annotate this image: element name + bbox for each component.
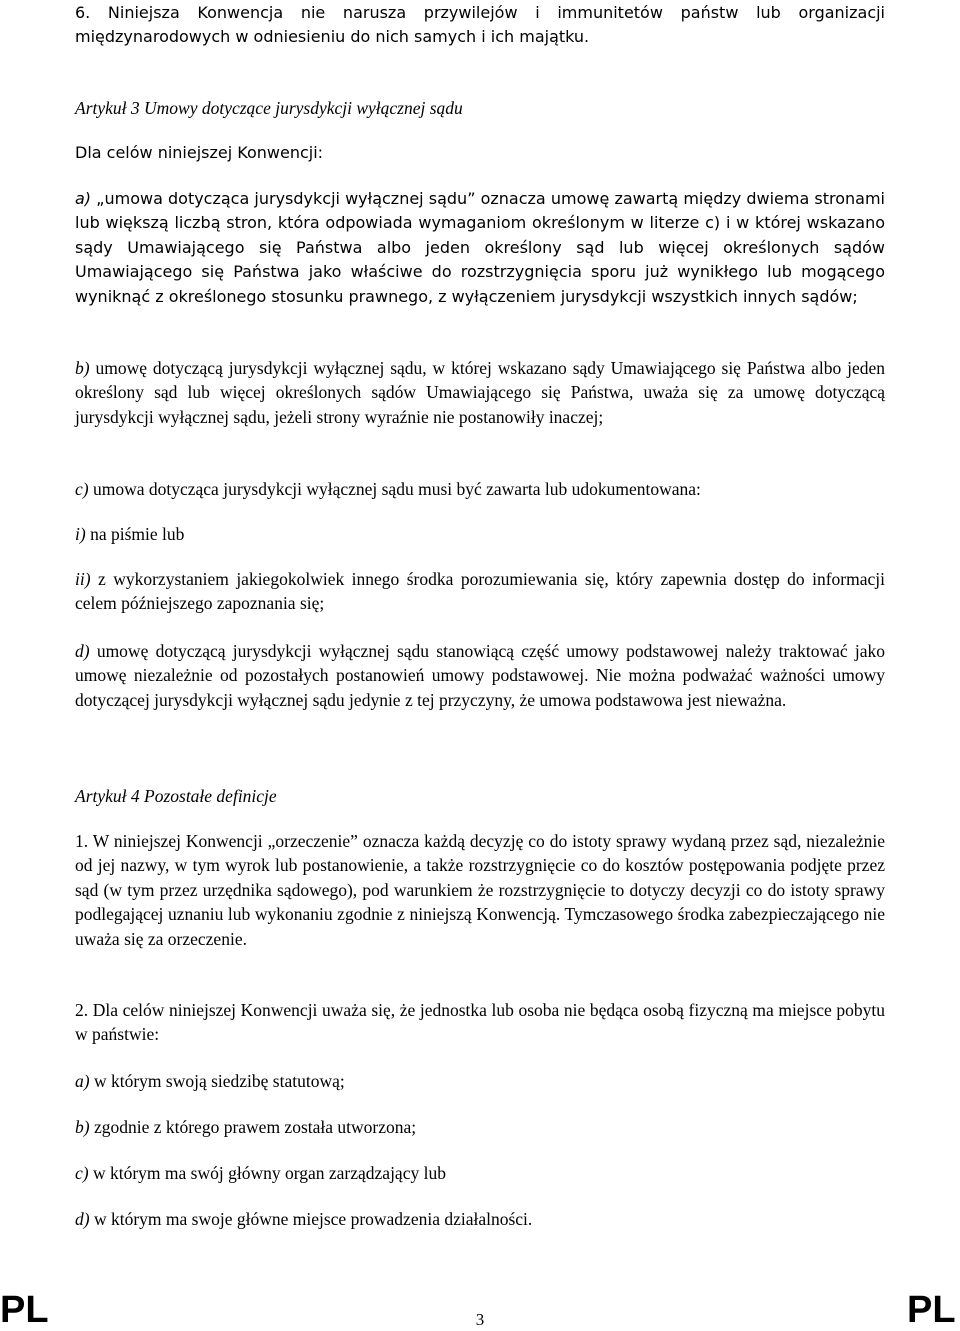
definition-a — [75, 187, 885, 309]
residence-item-d — [75, 1207, 885, 1231]
item-text-c: umowa dotycząca jurysdykcji wyłącznej sądu musi być zawarta lub udokumentowana: — [88, 479, 701, 499]
item-text-d: umowę dotyczącą jurysdykcji wyłącznej sądu stanowiącą część umowy podstawowej należy traktować jako umowę niezależnie od pozostałych postanowień umowy podstawowej. Nie można podważać ważności umowy dotyczącej jurysdykcji wyłącznej sądu jedynie z tej przyczyny, że umowa podstawowa jest nieważna. — [75, 641, 885, 710]
item-text-b2: zgodnie z którego prawem została utworzona; — [89, 1117, 417, 1137]
item-text-c2: w którym ma swój główny organ zarządzający lub — [88, 1163, 446, 1183]
item-text-a2: w którym swoją siedzibę statutową; — [89, 1071, 345, 1091]
item-label-i: i) — [75, 524, 86, 544]
residence-item-b — [75, 1115, 885, 1139]
definition-d — [75, 639, 885, 712]
residence-item-c — [75, 1161, 885, 1185]
paragraph-1: 1. W niniejszej Konwencji „orzeczenie” oznacza każdą decyzję co do istoty sprawy wydaną przez sąd, niezależnie od jej nazwy, w tym wyrok lub postanowienie, a także rozstrzygnięcie co do kosztów postępowania podjęte przez sąd (w tym przez urzędnika sądowego), pod warunkiem że rozstrzygnięcie to dotyczy decyzji co do istoty sprawy podlegającej uznaniu lub wykonaniu zgodnie z niniejszą Konwencją. Tymczasowego środka zabezpieczającego nie uważa się za orzeczenie. — [75, 831, 885, 949]
definition-c-i — [75, 522, 885, 546]
article-3-heading: Artykuł 3 Umowy dotyczące jurysdykcji wyłącznej sądu — [75, 98, 463, 118]
page-number: 3 — [475, 1310, 485, 1329]
footer-language-mark-right: PL — [907, 1289, 956, 1331]
definition-c — [75, 477, 885, 501]
item-label-d2: d) — [75, 1209, 90, 1229]
item-text-a: „umowa dotycząca jurysdykcji wyłącznej sądu” oznacza umowę zawartą między dwiema stronami lub większą liczbą stron, która odpowiada wymaganiom określonym w literze c) i w której wskazano sądy Umawiającego się Państwa albo jeden określony sąd lub więcej określonych sądów Umawiającego się Państwa jako właściwe do rozstrzygnięcia sporu już wynikłego lub mogącego wyniknąć z określonego stosunku prawnego, z wyłączeniem jurysdykcji wszystkich innych sądów; — [75, 189, 885, 306]
article-4-heading: Artykuł 4 Pozostałe definicje — [75, 786, 277, 806]
item-label-ii: ii) — [75, 569, 91, 589]
item-text-d2: w którym ma swoje główne miejsce prowadzenia działalności. — [89, 1209, 533, 1229]
item-label-c: c) — [75, 479, 89, 499]
item-text-b: umowę dotyczącą jurysdykcji wyłącznej sądu, w której wskazano sądy Umawiającego się Państwa albo jeden określony sąd lub więcej określonych sądów Umawiającego się Państwa, uważa się za umowę dotyczącą jurysdykcji wyłącznej sądu, jeżeli strony wyraźnie nie postanowiły inaczej; — [75, 358, 885, 427]
residence-item-a — [75, 1069, 885, 1093]
definition-c-ii — [75, 567, 885, 616]
footer-language-mark-left: PL — [0, 1289, 49, 1331]
paragraph-2: 2. Dla celów niniejszej Konwencji uważa się, że jednostka lub osoba nie będąca osobą fizyczną ma miejsce pobytu w państwie: — [75, 1000, 885, 1045]
item-text-i: na piśmie lub — [85, 524, 185, 544]
item-label-b: b) — [75, 358, 90, 378]
item-label-b2: b) — [75, 1117, 90, 1137]
item-label-a: a) — [75, 189, 92, 208]
article-3-intro: Dla celów niniejszej Konwencji: — [75, 143, 324, 162]
item-label-a2: a) — [75, 1071, 90, 1091]
item-label-c2: c) — [75, 1163, 89, 1183]
item-text-ii: z wykorzystaniem jakiegokolwiek innego środka porozumiewania się, który zapewnia dostęp do informacji celem późniejszego zapoznania się; — [75, 569, 885, 614]
item-label-d: d) — [75, 641, 90, 661]
paragraph-6: 6. Niniejsza Konwencja nie narusza przywilejów i immunitetów państw lub organizacji międzynarodowych w odniesieniu do nich samych i ich majątku. — [75, 3, 885, 47]
definition-b — [75, 356, 885, 429]
